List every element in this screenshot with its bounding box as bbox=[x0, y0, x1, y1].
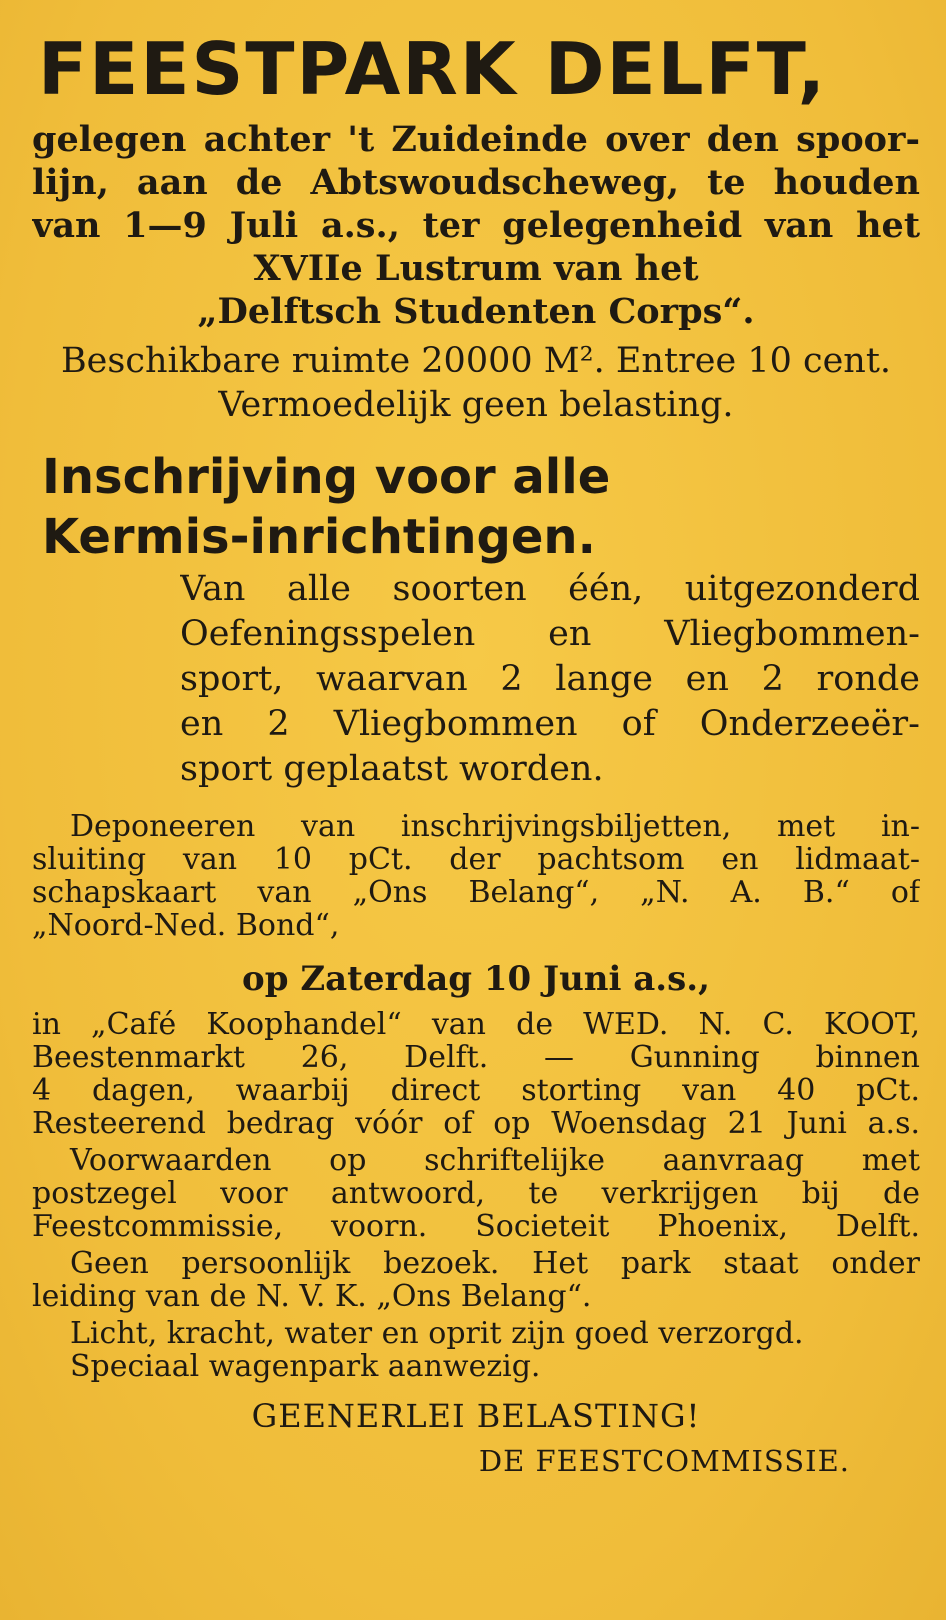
facilities-block bbox=[32, 1317, 920, 1383]
venue-line: Beestenmarkt 26, Delft. — Gunning binnen bbox=[32, 1041, 920, 1074]
conditions-line: postzegel voor antwoord, te verkrijgen bij de bbox=[32, 1177, 920, 1210]
tax-note-line: Vermoedelijk geen belasting. bbox=[218, 385, 734, 425]
venue-line: 4 dagen, waarbij direct storting van 40 pCt. bbox=[32, 1074, 920, 1107]
intro-block bbox=[32, 118, 920, 333]
subheading-line: Inschrijving voor alle bbox=[42, 449, 611, 505]
deposit-line: sluiting van 10 pCt. der pachtsom en lidmaat- bbox=[32, 843, 920, 876]
visit-line: leiding van de N. V. K. „Ons Belang“. bbox=[32, 1280, 592, 1313]
visit-block bbox=[32, 1247, 920, 1313]
deposit-block bbox=[32, 810, 920, 942]
space-info-block bbox=[32, 339, 920, 427]
intro-line: „Delftsch Studenten Corps“. bbox=[197, 291, 755, 332]
conditions-line: Feestcommissie, voorn. Societeit Phoenix, Delft. bbox=[32, 1210, 920, 1243]
intro-line: van 1—9 Juli a.s., ter gelegenheid van het bbox=[32, 205, 920, 246]
deposit-line: Deponeeren van inschrijvingsbiljetten, met in- bbox=[70, 810, 920, 843]
subheading bbox=[32, 447, 920, 567]
deposit-line: „Noord-Ned. Bond“, bbox=[32, 909, 340, 942]
visit-line: Geen persoonlijk bezoek. Het park staat onder bbox=[70, 1247, 920, 1280]
intro-line: gelegen achter 't Zuideinde over den spoor- bbox=[32, 119, 920, 160]
venue-line: in „Café Koophandel“ van de WED. N. C. KOOT, bbox=[32, 1008, 920, 1041]
rides-line: en 2 Vliegbommen of Onderzeeër- bbox=[180, 704, 920, 744]
facilities-line: Speciaal wagenpark aanwezig. bbox=[70, 1350, 541, 1383]
headline: FEESTPARK DELFT, bbox=[38, 28, 827, 110]
intro-line: lijn, aan de Abtswoudscheweg, te houden bbox=[32, 162, 920, 203]
facilities-line: Licht, kracht, water en oprit zijn goed verzorgd. bbox=[70, 1317, 804, 1350]
venue-line: Resteerend bedrag vóór of op Woensdag 21 Juni a.s. bbox=[32, 1107, 920, 1140]
subheading-line: Kermis-inrichtingen. bbox=[42, 509, 596, 565]
rides-line: Van alle soorten één, uitgezonderd bbox=[180, 569, 920, 609]
conditions-line: Voorwaarden op schriftelijke aanvraag met bbox=[70, 1144, 920, 1177]
intro-line: XVIIe Lustrum van het bbox=[253, 248, 699, 289]
deposit-line: schapskaart van „Ons Belang“, „N. A. B.“ of bbox=[32, 876, 920, 909]
space-entree-line: Beschikbare ruimte 20000 M². Entree 10 cent. bbox=[60, 341, 892, 381]
rides-line: Oefeningsspelen en Vliegbommen- bbox=[180, 614, 920, 654]
date-line: op Zaterdag 10 Juni a.s., bbox=[242, 959, 710, 999]
rides-line: sport, waarvan 2 lange en 2 ronde bbox=[180, 659, 920, 699]
conditions-block bbox=[32, 1144, 920, 1243]
rides-line: sport geplaatst worden. bbox=[180, 749, 604, 789]
closing-line: GEENERLEI BELASTING! bbox=[251, 1397, 701, 1435]
rides-block bbox=[180, 567, 920, 792]
signature: DE FEESTCOMMISSIE. bbox=[478, 1444, 850, 1478]
venue-block bbox=[32, 1008, 920, 1140]
